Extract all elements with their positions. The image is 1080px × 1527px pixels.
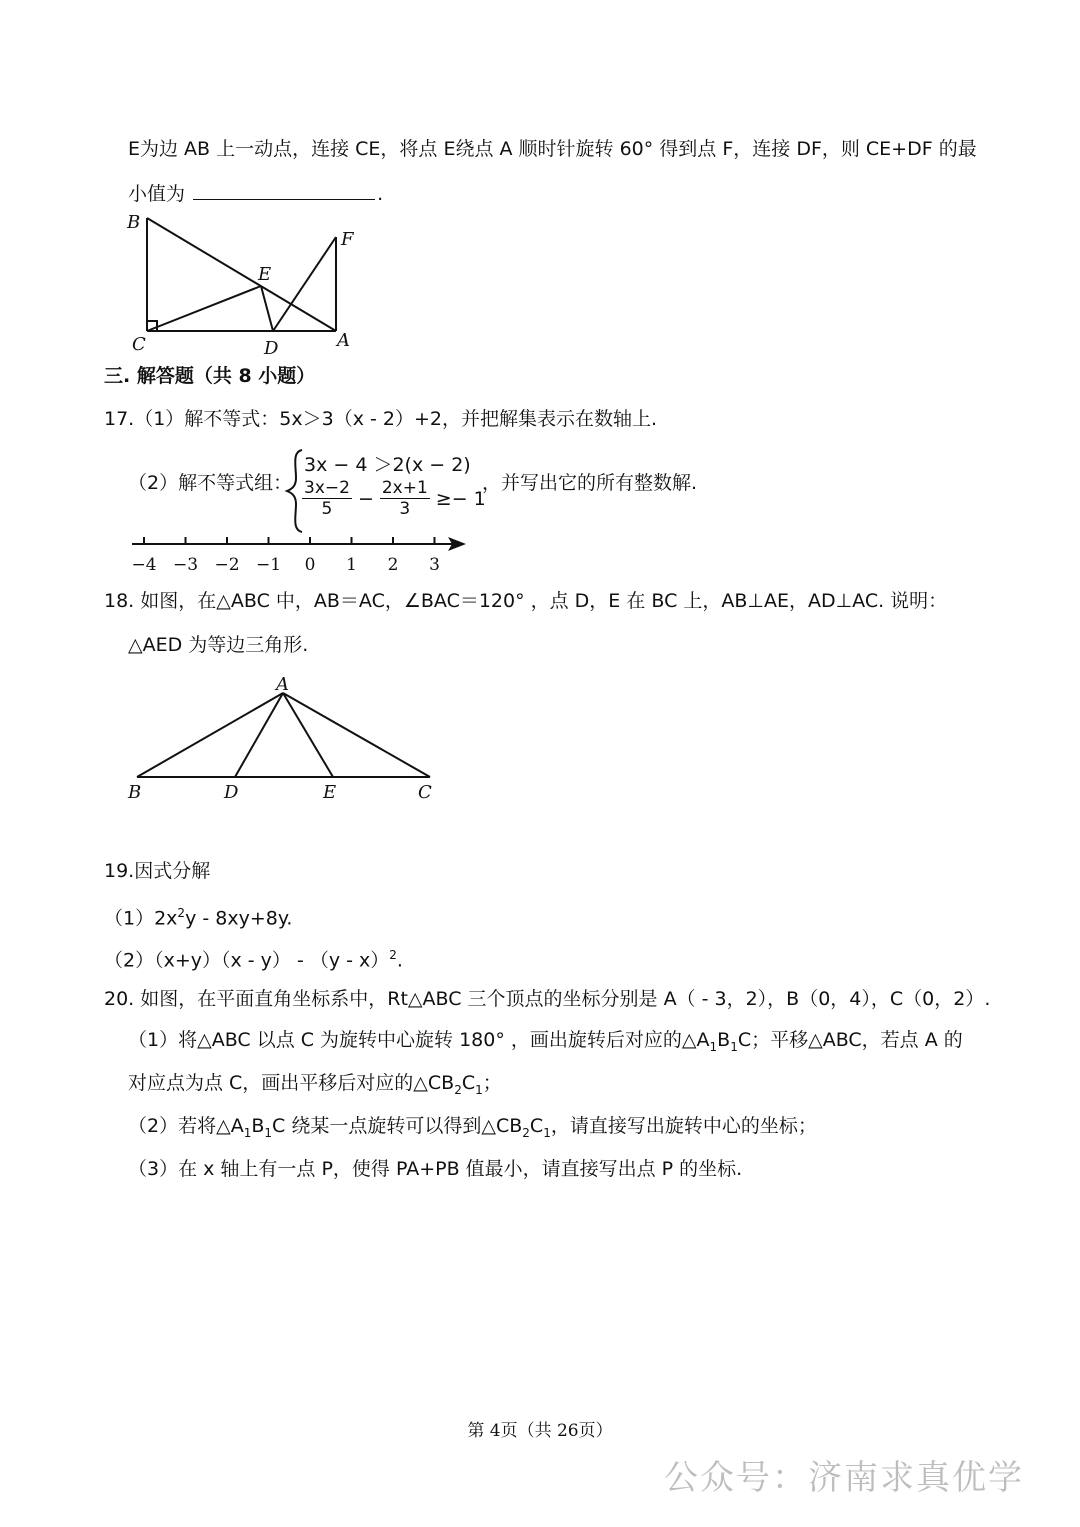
q16-line1: E为边 AB 上一动点，连接 CE，将点 E绕点 A 顺时针旋转 60° 得到点 F，连接 DF，则 CE+DF 的最 (128, 138, 977, 160)
label-f: F (341, 229, 354, 250)
q17-part1: 17.（1）解不等式：5x＞3（x - 2）+2，并把解集表示在数轴上. (104, 408, 658, 430)
label-c: C (132, 334, 146, 355)
segment-ad (235, 693, 283, 777)
q20-part1-line2: 对应点为点 C，画出平移后对应的$\triangle CB_2C_1$； (128, 1072, 502, 1097)
segment-ac (283, 693, 430, 777)
label-b: B (127, 212, 141, 233)
q16-line2-pre: 小值为 (128, 183, 186, 205)
axis-tick-label: 2 (387, 555, 399, 575)
q20-part3: （3）在 x 轴上有一点 P，使得 PA+PB 值最小，请直接写出点 P 的坐标. (128, 1158, 743, 1180)
q17-part2-pre: （2）解不等式组： (128, 472, 293, 494)
label-a: A (337, 330, 350, 351)
axis-tick-label: −2 (214, 555, 240, 575)
fraction-1: $\frac{3x-2}{5}$ (304, 478, 350, 519)
section-title: 三. 解答题（共 8 小题） (104, 365, 316, 387)
inequality-2: $\frac{3x-2}{5}$ − $\frac{2x+1}{3}$ ≥− 1 (304, 478, 486, 519)
q20-line1: 20. 如图，在平面直角坐标系中，Rt△ABC 三个顶点的坐标分别是 A（ - 3，2），B（0，4），C（0，2）. (104, 988, 991, 1010)
axis-tick-label: 1 (346, 555, 357, 575)
axis-tick-label: −1 (255, 555, 282, 575)
watermark: 公众号：济南求真优学 (664, 1458, 1024, 1498)
segment-ab (137, 693, 283, 777)
segment-ae (283, 693, 333, 777)
axis-tick-label: 0 (304, 555, 316, 575)
label-b: B (128, 782, 142, 803)
inequality-1: 3x − 4 ＞2(x − 2) (304, 454, 471, 476)
fraction-2: $\frac{2x+1}{3}$ (381, 478, 428, 519)
axis-tick-label: 3 (429, 555, 440, 575)
q20-part2: （2）若将$\triangle A_1B_1C$ 绕某一点旋转可以得到$\triangle CB_2C_1$，请直接写出旋转中心的坐标； (128, 1115, 817, 1140)
label-a: A (276, 674, 289, 695)
q18-line1: 18. 如图，在△ABC 中，AB＝AC，∠BAC＝120° ，点 D，E 在 BC 上，AB⊥AE，AD⊥AC. 说明： (104, 590, 948, 612)
label-c: C (418, 782, 432, 803)
axis-tick-label: −4 (131, 555, 157, 575)
label-e: E (323, 782, 337, 803)
label-e: E (258, 264, 272, 285)
q19-part1: $(1)2x^2y - 8xy+8y$. (104, 906, 293, 930)
label-d: D (264, 338, 279, 359)
label-d: D (224, 782, 239, 803)
q17-part2-post: ，并写出它的所有整数解. (482, 472, 698, 494)
axis-tick-label: −3 (172, 555, 199, 575)
page-footer: 第 4页（共 26页） (467, 1421, 613, 1441)
q19-title: 19.因式分解 (104, 860, 211, 882)
q18-line2: △AED 为等边三角形. (128, 634, 309, 656)
q16-line2-post: . (377, 183, 384, 205)
q20-part1: （1）将△ABC 以点 C 为旋转中心旋转 180° ，画出旋转后对应的$\triangle A_1B_1C$；平移△ABC，若点 A 的 (128, 1029, 963, 1054)
q19-part2: （2）（x+y）（x - y） - （y - x）$^2$. (104, 948, 403, 972)
